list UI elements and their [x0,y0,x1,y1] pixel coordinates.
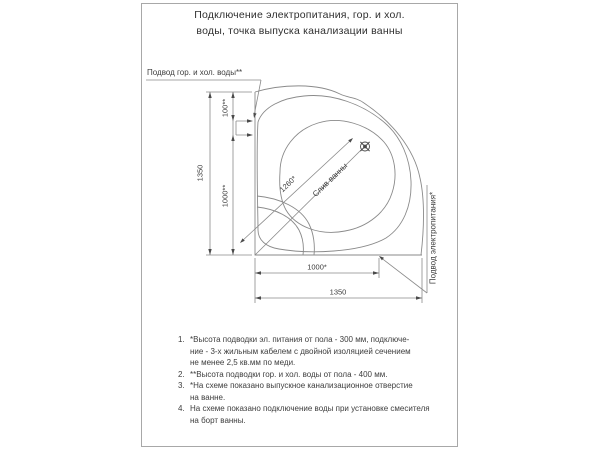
dim-water-spacing: 100** [220,98,230,118]
footnote-line [178,369,430,381]
dim-drain-diagonal: 1260* [277,173,299,195]
power-supply-label: Подвод электропитания* [428,191,438,285]
footnotes [178,334,430,426]
page-title: Подключение электропитания, гор. и хол. [194,9,405,21]
footnote-line [178,357,430,369]
footnote-number: 4. [178,404,185,413]
footnote-line [178,392,430,404]
page-title-line2: воды, точка выпуска канализации ванны [196,25,403,37]
footnote-text: *На схеме показано выпускное канализационное отверстие [190,381,413,390]
footnote-text: на ванне. [190,392,226,402]
dim-power-offset: 1000* [307,262,327,272]
footnote-text: ние - 3-х жильным кабелем с двойной изоляцией сечением [190,346,411,356]
footnote-text: не менее 2,5 кв.мм по меди. [190,358,296,367]
footnote-line [178,415,430,427]
footnote-line [178,380,430,392]
drain-label: Слив ванны [310,161,350,199]
footnote-number: 2. [178,369,185,379]
dim-left-total: 1350 [195,164,205,182]
water-supply-label: Подвод гор. и хол. воды** [147,68,243,77]
footnote-line [178,346,430,358]
footnote-text: На схеме показано подключение воды при установке смесителя [190,404,430,413]
footnote-text: **Высота подводки гор. и хол. воды от пола - 400 мм. [190,369,388,379]
footnote-text: *Высота подводки эл. питания от пола - 300 мм, подключе- [190,335,410,344]
footnote-number: 1. [178,335,185,344]
footnote-line [178,334,430,346]
footnote-text: на борт ванны. [190,415,246,425]
dim-bottom-total: 1350 [329,287,347,297]
footnote-line [178,403,430,415]
drain-symbol [360,142,369,151]
footnote-number: 3. [178,381,185,390]
dim-water-height: 1000** [220,184,230,208]
